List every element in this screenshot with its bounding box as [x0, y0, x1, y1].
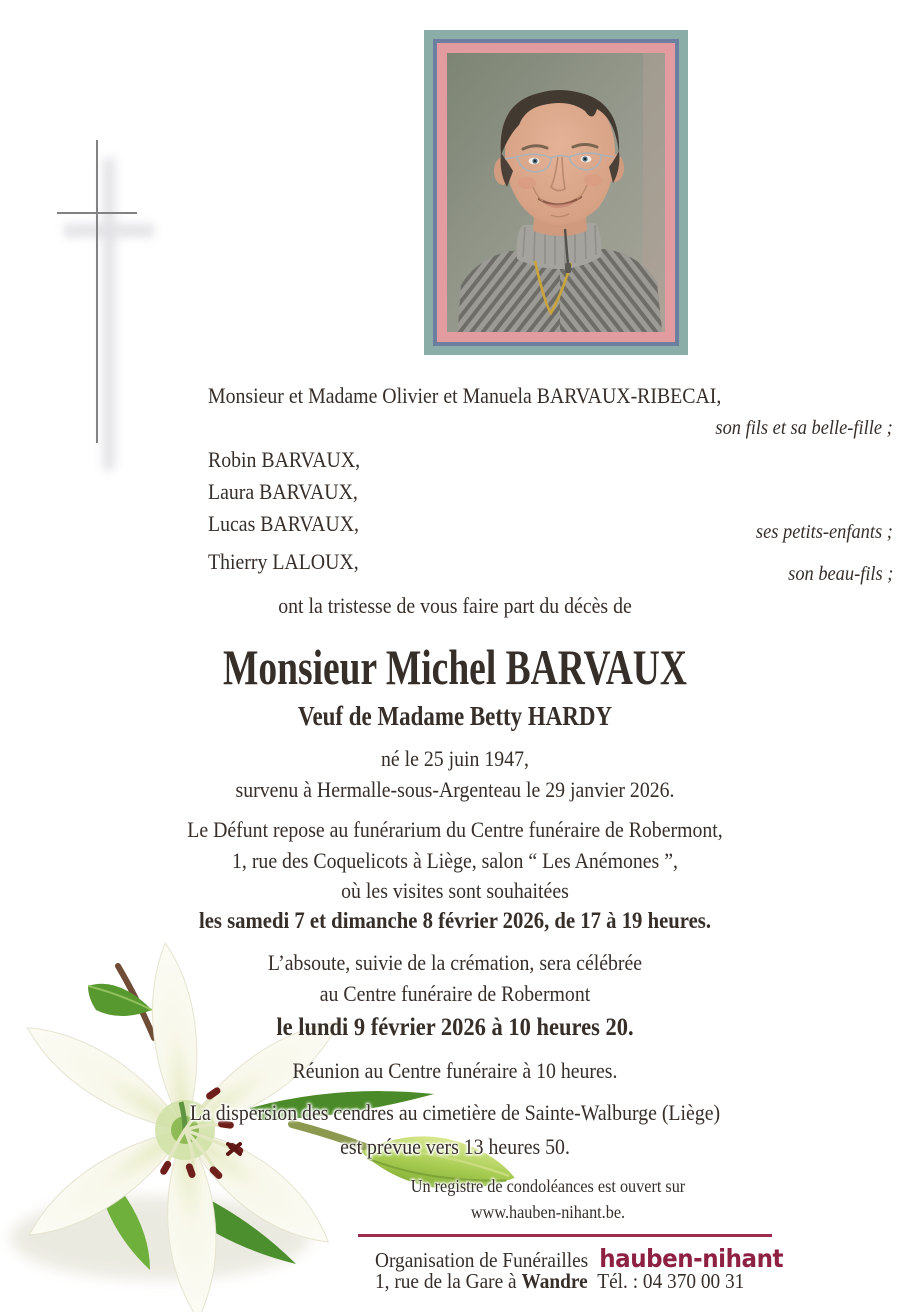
- widower-line: Veuf de Madame Betty HARDY: [297, 701, 613, 731]
- portrait-photo-frame: [424, 30, 688, 355]
- cross-shadow: [103, 158, 115, 470]
- grandchild-name: Laura BARVAUX,: [208, 479, 358, 504]
- deceased-name: Monsieur Michel BARVAUX: [223, 639, 687, 695]
- grandchild-name: Lucas BARVAUX,: [208, 511, 359, 536]
- memorial-cross-icon: [57, 212, 137, 214]
- son-in-law-name: Thierry LALOUX,: [208, 549, 359, 574]
- footer-phone: Tél. : 04 370 00 31: [597, 1269, 745, 1293]
- portrait-photo-inner-frame: [433, 39, 679, 346]
- dispersion-line1: La dispersion des cendres au cimetière de Sainte-Walburge (Liège): [189, 1100, 721, 1125]
- birth-line: né le 25 juin 1947,: [381, 746, 529, 771]
- visitation-dates: les samedi 7 et dimanche 8 février 2026, de 17 à 19 heures.: [198, 908, 712, 933]
- grandchild-name: Robin BARVAUX,: [208, 447, 361, 472]
- ceremony-line2: au Centre funéraire de Robermont: [319, 981, 591, 1006]
- visitation-line1: Le Défunt repose au funérarium du Centre funéraire de Robermont,: [187, 817, 723, 842]
- footer-address-city: Wandre: [521, 1269, 588, 1293]
- portrait-photo: [447, 53, 665, 332]
- ceremony-date: le lundi 9 février 2026 à 10 heures 20.: [276, 1014, 634, 1041]
- condolence-website: www.hauben-nihant.be.: [470, 1202, 626, 1222]
- visitation-line3: où les visites sont souhaitées: [341, 878, 569, 903]
- family-parents-line: Monsieur et Madame Olivier et Manuela BARVAUX-RIBECAI,: [208, 383, 722, 408]
- funeral-home-logo: hauben-nihant: [599, 1244, 784, 1273]
- memorial-cross-icon: [96, 140, 98, 443]
- footer-address-line: [375, 1269, 744, 1294]
- dispersion-line2: est prévue vers 13 heures 50.: [340, 1134, 570, 1159]
- visitation-line2: 1, rue des Coquelicots à Liège, salon “ Les Anémones ”,: [232, 848, 678, 873]
- announcement-intro: ont la tristesse de vous faire part du décès de: [278, 593, 632, 618]
- relation-son-daughter-in-law: son fils et sa belle-fille ;: [715, 417, 893, 439]
- cross-shadow: [64, 224, 154, 237]
- condolence-register-line: Un registre de condoléances est ouvert sur: [410, 1176, 686, 1196]
- relation-son-in-law: son beau-fils ;: [787, 563, 893, 585]
- ceremony-line1: L’absoute, suivie de la crémation, sera célébrée: [267, 950, 643, 975]
- footer-organisation-label: Organisation de Funérailles: [375, 1248, 589, 1272]
- death-line: survenu à Hermalle-sous-Argenteau le 29 janvier 2026.: [235, 777, 675, 802]
- footer-address-prefix: 1, rue de la Gare à: [375, 1269, 522, 1293]
- ceremony-meeting: Réunion au Centre funéraire à 10 heures.: [292, 1058, 618, 1083]
- relation-grandchildren: ses petits-enfants ;: [756, 521, 893, 543]
